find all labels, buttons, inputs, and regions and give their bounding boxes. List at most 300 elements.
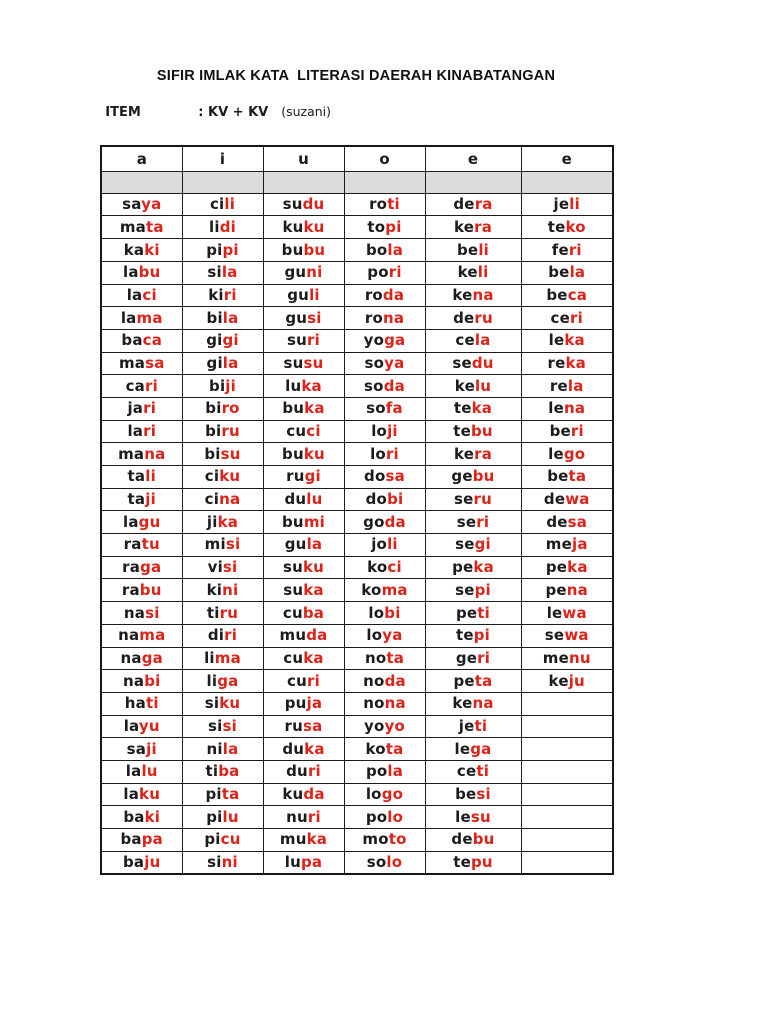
word-cell — [425, 397, 521, 420]
word-first-syllable: ke — [453, 444, 475, 463]
table-row — [101, 397, 613, 420]
word-second-syllable: li — [224, 195, 236, 214]
word-second-syllable: ma — [381, 580, 408, 599]
word-second-syllable: ya — [382, 626, 403, 645]
word-first-syllable: la — [125, 762, 142, 781]
word-second-syllable: la — [474, 331, 491, 350]
word-first-syllable: to — [367, 217, 386, 236]
word-first-syllable: re — [549, 376, 568, 395]
word-cell — [263, 488, 344, 511]
word-second-syllable: ri — [307, 807, 321, 826]
word-cell — [263, 602, 344, 625]
word-second-syllable: ga — [470, 739, 492, 758]
word-first-syllable: lu — [285, 376, 302, 395]
word-second-syllable: da — [306, 626, 328, 645]
word-second-syllable: lu — [222, 807, 239, 826]
word-cell — [425, 284, 521, 307]
word-cell — [101, 466, 182, 489]
word-cell — [182, 760, 263, 783]
word-second-syllable: ji — [146, 739, 157, 758]
word-first-syllable: po — [365, 807, 388, 826]
word-cell — [182, 375, 263, 398]
table-row — [101, 851, 613, 874]
word-cell — [425, 579, 521, 602]
word-second-syllable: ca — [142, 331, 163, 350]
word-second-syllable: su — [220, 444, 241, 463]
word-cell — [521, 284, 613, 307]
word-cell — [182, 352, 263, 375]
word-first-syllable: be — [455, 785, 477, 803]
word-second-syllable: ka — [304, 739, 325, 758]
word-cell — [263, 760, 344, 783]
word-cell — [344, 715, 425, 738]
word-first-syllable: yo — [364, 716, 385, 735]
table-row — [101, 193, 613, 216]
word-cell — [263, 738, 344, 761]
word-cell — [263, 420, 344, 443]
word-cell — [425, 783, 521, 806]
word-first-syllable: bo — [365, 240, 388, 259]
word-cell — [425, 466, 521, 489]
word-second-syllable: ya — [141, 195, 162, 214]
word-second-syllable: ba — [218, 762, 240, 781]
word-second-syllable: ka — [304, 399, 325, 418]
word-second-syllable: bu — [138, 263, 161, 282]
word-cell — [101, 488, 182, 511]
table-row — [101, 783, 613, 806]
table-row — [101, 534, 613, 557]
word-first-syllable: ka — [123, 240, 145, 259]
word-cell — [182, 692, 263, 715]
word-second-syllable: ka — [301, 376, 322, 395]
word-second-syllable: go — [563, 444, 586, 463]
word-second-syllable: pi — [474, 580, 491, 599]
column-header: o — [344, 146, 425, 172]
word-first-syllable: li — [206, 671, 218, 690]
word-cell — [344, 602, 425, 625]
word-cell — [521, 420, 613, 443]
word-second-syllable: ku — [219, 694, 241, 713]
word-second-syllable: ku — [139, 785, 161, 803]
word-second-syllable: ri — [388, 263, 402, 282]
word-cell — [182, 466, 263, 489]
word-second-syllable: ri — [568, 240, 582, 259]
word-cell — [344, 420, 425, 443]
word-first-syllable: lo — [370, 444, 386, 463]
word-cell — [344, 511, 425, 534]
spacer-row — [101, 172, 613, 193]
word-second-syllable: bu — [470, 422, 493, 440]
word-second-syllable: ku — [303, 217, 325, 236]
word-cell — [101, 193, 182, 216]
word-cell — [182, 216, 263, 239]
word-cell — [101, 329, 182, 352]
word-first-syllable: be — [549, 422, 571, 440]
word-cell — [425, 511, 521, 534]
word-first-syllable: la — [123, 263, 139, 282]
word-first-syllable: gi — [206, 331, 223, 350]
word-second-syllable: si — [145, 603, 160, 622]
column-header: u — [263, 146, 344, 172]
word-second-syllable: gi — [474, 535, 491, 554]
word-second-syllable: ki — [144, 807, 161, 826]
word-first-syllable: ru — [284, 716, 304, 735]
word-first-syllable: le — [548, 444, 564, 463]
word-first-syllable: ke — [453, 217, 475, 236]
word-second-syllable: la — [222, 308, 239, 327]
word-cell — [425, 307, 521, 330]
word-cell — [344, 466, 425, 489]
word-first-syllable: pe — [545, 558, 568, 577]
word-cell — [182, 556, 263, 579]
word-first-syllable: du — [286, 762, 308, 781]
item-line — [97, 89, 331, 120]
word-first-syllable: so — [364, 376, 384, 395]
word-first-syllable: ma — [119, 217, 146, 236]
word-cell — [425, 261, 521, 284]
word-first-syllable: se — [452, 353, 472, 372]
word-cell — [521, 193, 613, 216]
word-first-syllable: le — [455, 807, 471, 826]
word-cell — [263, 556, 344, 579]
word-second-syllable: lo — [387, 807, 404, 826]
word-second-syllable: da — [303, 785, 325, 803]
word-first-syllable: gi — [206, 353, 223, 372]
word-cell — [425, 670, 521, 693]
spacer-cell — [263, 172, 344, 193]
word-first-syllable: ba — [123, 853, 145, 872]
word-cell — [101, 534, 182, 557]
word-cell — [263, 579, 344, 602]
word-cell — [344, 239, 425, 262]
word-first-syllable: pe — [453, 671, 475, 690]
word-second-syllable: ka — [303, 648, 324, 667]
word-cell — [344, 488, 425, 511]
word-first-syllable: so — [366, 853, 387, 872]
table-row — [101, 602, 613, 625]
word-first-syllable: so — [364, 353, 385, 372]
word-cell — [263, 624, 344, 647]
word-second-syllable: ni — [222, 580, 239, 599]
empty-cell — [521, 829, 613, 852]
word-second-syllable: na — [472, 694, 494, 713]
word-second-syllable: li — [309, 285, 320, 304]
table-row — [101, 352, 613, 375]
word-second-syllable: fa — [385, 399, 403, 418]
word-second-syllable: la — [569, 263, 586, 282]
word-first-syllable: la — [123, 716, 139, 735]
word-cell — [101, 760, 182, 783]
word-first-syllable: na — [123, 671, 145, 690]
word-second-syllable: ki — [144, 240, 160, 259]
word-cell — [425, 806, 521, 829]
word-first-syllable: se — [455, 535, 475, 554]
word-cell — [425, 443, 521, 466]
word-first-syllable: bi — [205, 422, 222, 440]
word-first-syllable: gu — [285, 308, 308, 327]
word-first-syllable: ci — [204, 490, 220, 509]
word-second-syllable: na — [566, 580, 588, 599]
word-first-syllable: ca — [125, 376, 145, 395]
word-cell — [344, 692, 425, 715]
word-second-syllable: ri — [307, 331, 320, 350]
word-cell — [182, 829, 263, 852]
word-first-syllable: ko — [367, 558, 388, 577]
word-cell — [182, 488, 263, 511]
word-cell — [425, 375, 521, 398]
word-cell — [521, 261, 613, 284]
word-first-syllable: ro — [364, 285, 383, 304]
word-first-syllable: je — [553, 195, 570, 214]
word-cell — [101, 216, 182, 239]
table-row — [101, 760, 613, 783]
word-second-syllable: ti — [474, 716, 488, 735]
word-first-syllable: di — [207, 626, 225, 645]
word-second-syllable: ti — [476, 762, 490, 781]
word-cell — [344, 261, 425, 284]
word-second-syllable: ta — [386, 648, 405, 667]
word-cell — [521, 579, 613, 602]
syllable-word-table — [100, 145, 614, 875]
word-cell — [263, 193, 344, 216]
word-cell — [182, 511, 263, 534]
word-second-syllable: du — [471, 353, 494, 372]
word-cell — [521, 534, 613, 557]
word-first-syllable: la — [127, 422, 144, 440]
word-cell — [425, 760, 521, 783]
word-second-syllable: na — [219, 490, 241, 509]
word-cell — [101, 284, 182, 307]
word-cell — [182, 670, 263, 693]
word-first-syllable: bi — [209, 376, 226, 395]
word-cell — [182, 806, 263, 829]
word-second-syllable: ji — [225, 376, 236, 395]
word-first-syllable: se — [456, 512, 477, 531]
item-label: ITEM — [105, 105, 141, 120]
word-cell — [344, 624, 425, 647]
word-first-syllable: de — [453, 308, 475, 327]
word-second-syllable: ca — [567, 285, 588, 304]
header-row — [101, 146, 613, 172]
word-first-syllable: be — [457, 240, 479, 259]
word-first-syllable: ra — [121, 580, 140, 599]
word-second-syllable: lu — [474, 376, 492, 395]
word-first-syllable: si — [207, 853, 222, 872]
word-first-syllable: ba — [120, 830, 142, 849]
word-second-syllable: si — [225, 535, 241, 554]
word-first-syllable: ha — [124, 694, 146, 713]
word-cell — [182, 443, 263, 466]
word-second-syllable: mi — [303, 512, 325, 531]
word-second-syllable: sa — [567, 512, 588, 531]
word-cell — [521, 397, 613, 420]
word-second-syllable: wa — [564, 626, 589, 645]
word-first-syllable: bu — [282, 399, 305, 418]
word-cell — [263, 466, 344, 489]
word-second-syllable: li — [477, 263, 489, 282]
word-cell — [182, 624, 263, 647]
word-second-syllable: wa — [562, 603, 587, 622]
word-cell — [425, 851, 521, 874]
word-first-syllable: su — [283, 580, 304, 599]
word-cell — [182, 397, 263, 420]
word-second-syllable: ni — [221, 853, 238, 872]
word-cell — [521, 443, 613, 466]
word-first-syllable: do — [364, 467, 386, 486]
word-first-syllable: la — [120, 308, 137, 327]
word-first-syllable: be — [547, 467, 569, 486]
word-first-syllable: ba — [123, 807, 145, 826]
word-second-syllable: bu — [139, 580, 162, 599]
table-row — [101, 216, 613, 239]
word-second-syllable: to — [388, 830, 407, 849]
word-first-syllable: ke — [452, 285, 473, 304]
table-row — [101, 307, 613, 330]
word-cell — [344, 579, 425, 602]
word-second-syllable: ta — [568, 467, 587, 486]
word-cell — [521, 488, 613, 511]
word-cell — [521, 624, 613, 647]
word-second-syllable: na — [382, 308, 405, 327]
table-body — [101, 172, 613, 875]
spacer-cell — [344, 172, 425, 193]
word-first-syllable: la — [123, 512, 139, 531]
word-cell — [101, 261, 182, 284]
word-first-syllable: pi — [204, 830, 221, 849]
empty-cell — [521, 851, 613, 874]
word-first-syllable: gu — [287, 285, 310, 304]
word-first-syllable: li — [209, 217, 220, 236]
word-second-syllable: gi — [304, 467, 321, 486]
empty-cell — [521, 738, 613, 761]
word-first-syllable: bu — [282, 512, 304, 531]
word-cell — [182, 261, 263, 284]
word-cell — [344, 329, 425, 352]
word-first-syllable: ro — [364, 308, 383, 327]
word-cell — [425, 624, 521, 647]
word-first-syllable: lo — [371, 422, 388, 440]
word-second-syllable: yu — [138, 716, 160, 735]
table-row — [101, 488, 613, 511]
word-first-syllable: vi — [207, 558, 223, 577]
word-first-syllable: pi — [206, 240, 223, 259]
spacer-cell — [425, 172, 521, 193]
word-second-syllable: si — [222, 558, 238, 577]
word-first-syllable: ke — [454, 376, 475, 395]
word-first-syllable: bi — [206, 308, 223, 327]
word-first-syllable: ma — [118, 353, 146, 372]
word-second-syllable: ta — [385, 739, 404, 758]
word-second-syllable: la — [222, 739, 239, 758]
word-second-syllable: ra — [474, 195, 493, 214]
word-first-syllable: te — [453, 853, 471, 872]
word-second-syllable: pa — [141, 830, 164, 849]
word-cell — [263, 829, 344, 852]
word-cell — [425, 602, 521, 625]
word-second-syllable: ci — [142, 285, 157, 304]
word-first-syllable: ma — [118, 444, 145, 463]
word-cell — [101, 397, 182, 420]
word-second-syllable: na — [472, 285, 494, 304]
word-second-syllable: ma — [214, 648, 241, 667]
word-second-syllable: ya — [384, 353, 405, 372]
word-second-syllable: da — [383, 376, 405, 395]
word-first-syllable: ci — [209, 195, 225, 214]
word-first-syllable: me — [545, 535, 573, 554]
word-first-syllable: mi — [204, 535, 226, 554]
word-cell — [182, 307, 263, 330]
word-second-syllable: bi — [144, 671, 161, 690]
word-first-syllable: ke — [452, 694, 473, 713]
word-first-syllable: be — [546, 285, 568, 304]
word-cell — [101, 375, 182, 398]
word-first-syllable: ce — [455, 331, 475, 350]
word-first-syllable: sa — [126, 739, 147, 758]
word-cell — [263, 443, 344, 466]
word-first-syllable: me — [542, 648, 569, 667]
word-second-syllable: ku — [302, 558, 325, 577]
word-first-syllable: ba — [121, 331, 143, 350]
word-cell — [344, 534, 425, 557]
word-cell — [101, 511, 182, 534]
word-second-syllable: ka — [564, 331, 585, 350]
word-first-syllable: na — [118, 626, 140, 645]
word-second-syllable: ri — [570, 308, 583, 327]
word-first-syllable: ta — [127, 490, 146, 509]
table-header — [101, 146, 613, 172]
word-second-syllable: ga — [140, 558, 162, 577]
word-first-syllable: ti — [205, 762, 219, 781]
word-first-syllable: ko — [361, 580, 382, 599]
word-first-syllable: su — [287, 331, 308, 350]
word-second-syllable: si — [307, 308, 322, 327]
word-first-syllable: ge — [455, 648, 478, 667]
word-cell — [101, 579, 182, 602]
word-cell — [425, 715, 521, 738]
word-first-syllable: cu — [286, 422, 307, 440]
table-row — [101, 239, 613, 262]
word-first-syllable: pe — [545, 580, 567, 599]
word-second-syllable: ri — [143, 422, 157, 440]
word-first-syllable: te — [547, 217, 566, 236]
table-row — [101, 511, 613, 534]
table-row — [101, 579, 613, 602]
word-cell — [263, 783, 344, 806]
word-cell — [344, 851, 425, 874]
word-first-syllable: de — [546, 512, 568, 531]
word-second-syllable: bu — [472, 467, 495, 486]
word-cell — [263, 715, 344, 738]
word-second-syllable: li — [478, 240, 489, 259]
word-cell — [344, 829, 425, 852]
word-first-syllable: be — [548, 263, 570, 282]
word-first-syllable: gu — [284, 263, 307, 282]
word-cell — [344, 738, 425, 761]
word-cell — [263, 216, 344, 239]
word-first-syllable: no — [364, 648, 387, 667]
word-first-syllable: lo — [365, 785, 382, 803]
word-first-syllable: de — [451, 830, 473, 849]
table-row — [101, 466, 613, 489]
word-second-syllable: ka — [471, 399, 493, 418]
word-cell — [263, 239, 344, 262]
word-first-syllable: te — [453, 399, 472, 418]
word-first-syllable: si — [204, 694, 220, 713]
word-cell — [101, 829, 182, 852]
word-cell — [425, 488, 521, 511]
word-first-syllable: ki — [206, 580, 223, 599]
word-cell — [182, 534, 263, 557]
